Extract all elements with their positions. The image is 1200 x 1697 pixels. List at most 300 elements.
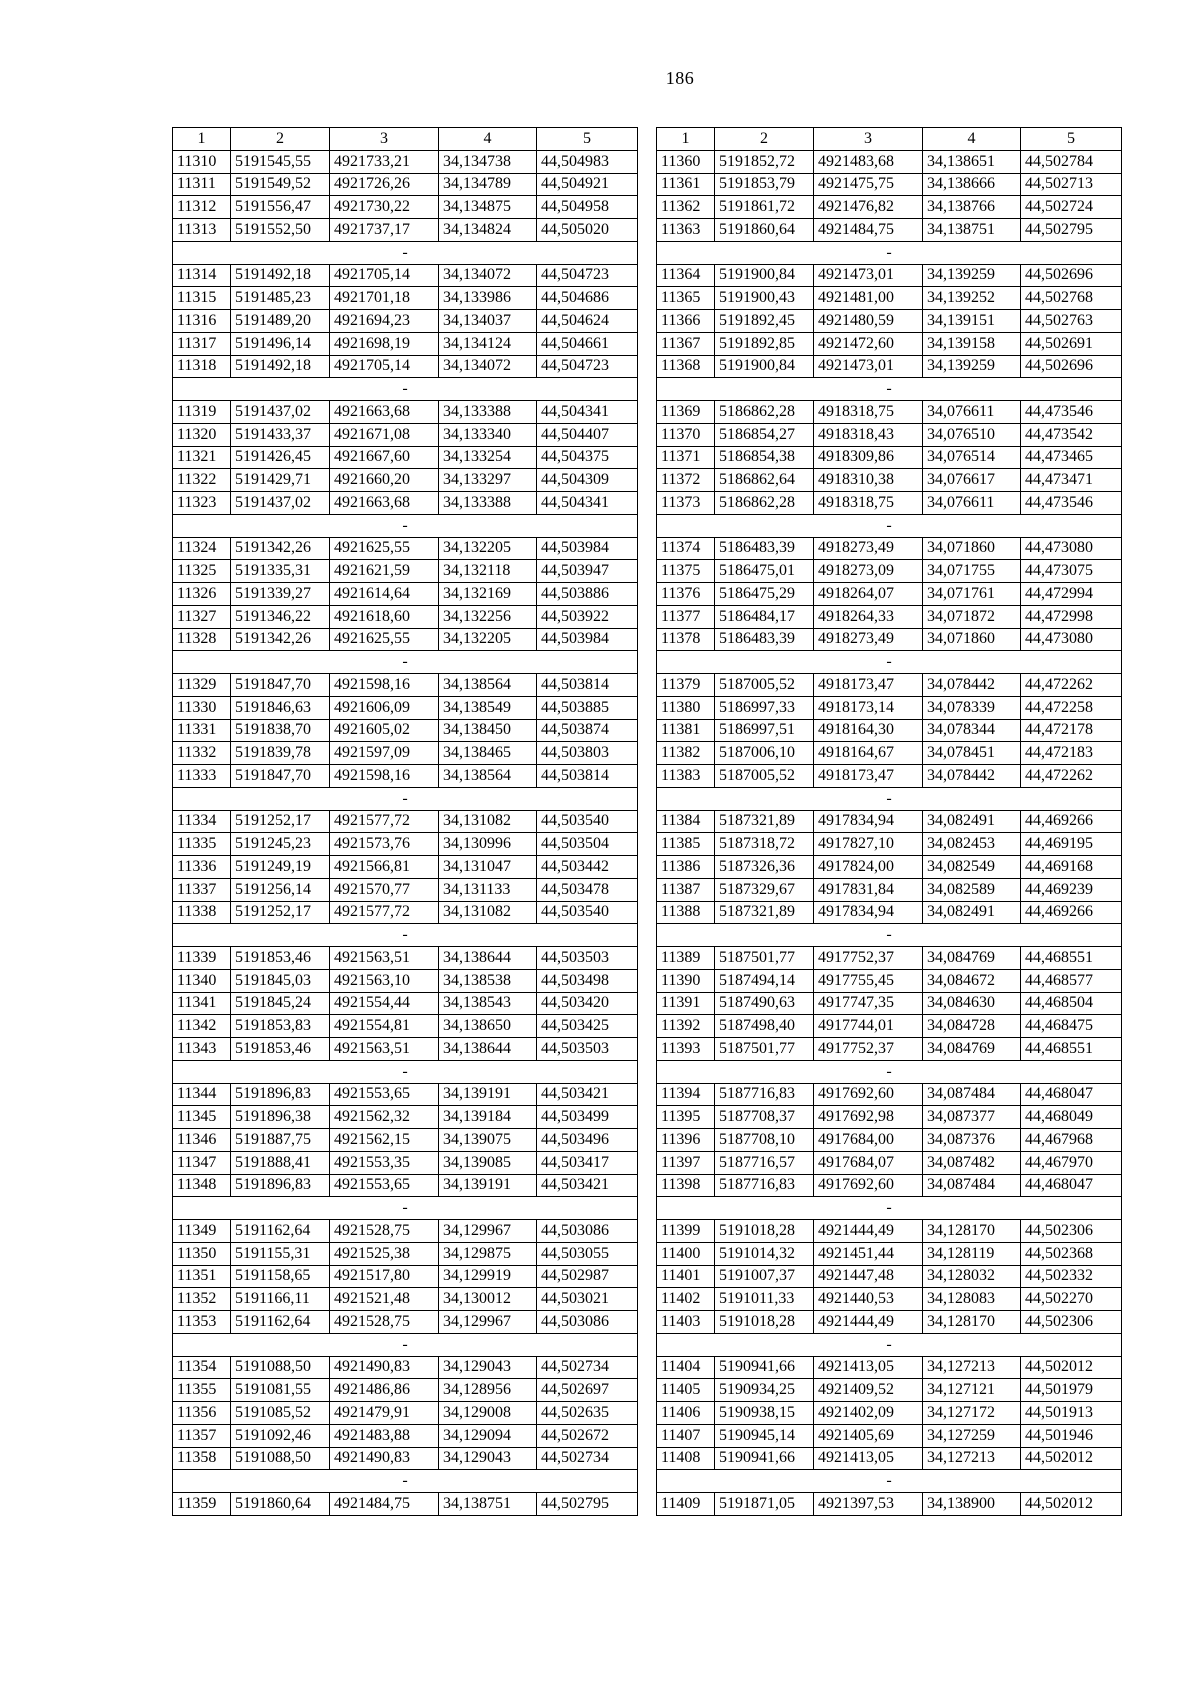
table-cell: 4917834,94 [814, 901, 923, 924]
table-cell: 34,078344 [923, 719, 1021, 742]
table-cell: 4921577,72 [330, 901, 439, 924]
table-cell: 4921484,75 [330, 1493, 439, 1516]
table-cell: 44,472258 [1021, 696, 1122, 719]
table-cell: 11386 [657, 856, 715, 879]
table-row [173, 560, 638, 583]
table-cell: 34,138549 [439, 696, 537, 719]
table-row [173, 196, 638, 219]
separator-dash: - [657, 1060, 1122, 1083]
table-cell: 11373 [657, 492, 715, 515]
table-cell: 4921606,09 [330, 696, 439, 719]
table-cell: 4921563,10 [330, 969, 439, 992]
table-cell: 5187005,52 [715, 765, 814, 788]
table-cell: 4921660,20 [330, 469, 439, 492]
table-cell: 4918264,07 [814, 583, 923, 606]
table-row [657, 1129, 1122, 1152]
table-cell: 34,071761 [923, 583, 1021, 606]
table-cell: 11377 [657, 605, 715, 628]
table-cell: 5186475,01 [715, 560, 814, 583]
table-row [173, 856, 638, 879]
table-cell: 5186483,39 [715, 628, 814, 651]
table-row [173, 765, 638, 788]
table-cell: 11396 [657, 1129, 715, 1152]
table-cell: 44,502332 [1021, 1265, 1122, 1288]
table-cell: 4918173,47 [814, 674, 923, 697]
table-cell: 4918310,38 [814, 469, 923, 492]
table-cell: 44,501946 [1021, 1424, 1122, 1447]
table-cell: 34,084769 [923, 947, 1021, 970]
table-cell: 44,468475 [1021, 1015, 1122, 1038]
table-cell: 11327 [173, 605, 231, 628]
table-cell: 44,501979 [1021, 1379, 1122, 1402]
table-cell: 44,502763 [1021, 310, 1122, 333]
table-row [657, 310, 1122, 333]
table-cell: 44,502012 [1021, 1447, 1122, 1470]
table-cell: 34,134875 [439, 196, 537, 219]
table-cell: 5191846,63 [231, 696, 330, 719]
table-cell: 34,139252 [923, 287, 1021, 310]
table-row [173, 1242, 638, 1265]
table-cell: 44,472178 [1021, 719, 1122, 742]
table-cell: 4918318,43 [814, 423, 923, 446]
column-number-row [173, 128, 638, 151]
table-cell: 34,132205 [439, 537, 537, 560]
table-cell: 11350 [173, 1242, 231, 1265]
table-cell: 34,129008 [439, 1402, 537, 1425]
table-cell: 11330 [173, 696, 231, 719]
table-cell: 5191853,79 [715, 173, 814, 196]
table-cell: 34,138465 [439, 742, 537, 765]
table-row [657, 1242, 1122, 1265]
column-number-cell: 5 [537, 128, 638, 151]
table-row [173, 992, 638, 1015]
table-cell: 11393 [657, 1038, 715, 1061]
contour-separator-row [657, 378, 1122, 401]
table-cell: 11343 [173, 1038, 231, 1061]
table-cell: 5191887,75 [231, 1129, 330, 1152]
table-cell: 5190938,15 [715, 1402, 814, 1425]
table-cell: 5186862,28 [715, 492, 814, 515]
table-cell: 5191853,83 [231, 1015, 330, 1038]
table-cell: 34,131047 [439, 856, 537, 879]
table-cell: 11334 [173, 810, 231, 833]
table-cell: 5191437,02 [231, 401, 330, 424]
table-cell: 44,502368 [1021, 1242, 1122, 1265]
table-cell: 34,078339 [923, 696, 1021, 719]
table-cell: 4921570,77 [330, 878, 439, 901]
table-cell: 34,130012 [439, 1288, 537, 1311]
table-cell: 11372 [657, 469, 715, 492]
table-row [173, 833, 638, 856]
table-row [657, 1379, 1122, 1402]
table-cell: 11406 [657, 1402, 715, 1425]
table-cell: 34,087482 [923, 1151, 1021, 1174]
contour-separator-row [657, 1197, 1122, 1220]
table-row [173, 1129, 638, 1152]
table-cell: 4917824,00 [814, 856, 923, 879]
table-cell: 34,139259 [923, 355, 1021, 378]
column-number-cell: 1 [173, 128, 231, 151]
table-cell: 34,131082 [439, 901, 537, 924]
table-row [173, 674, 638, 697]
column-number-cell: 4 [923, 128, 1021, 151]
separator-dash: - [173, 651, 638, 674]
table-row [173, 810, 638, 833]
table-cell: 34,087484 [923, 1174, 1021, 1197]
table-cell: 5187716,83 [715, 1174, 814, 1197]
table-cell: 44,503421 [537, 1174, 638, 1197]
table-row [657, 947, 1122, 970]
table-row [657, 219, 1122, 242]
table-cell: 5191339,27 [231, 583, 330, 606]
table-row [657, 696, 1122, 719]
table-cell: 4921528,75 [330, 1220, 439, 1243]
table-cell: 34,127121 [923, 1379, 1021, 1402]
table-cell: 44,503922 [537, 605, 638, 628]
table-cell: 44,473546 [1021, 401, 1122, 424]
table-cell: 5191342,26 [231, 537, 330, 560]
table-cell: 4921397,53 [814, 1493, 923, 1516]
table-cell: 44,502713 [1021, 173, 1122, 196]
table-cell: 5191085,52 [231, 1402, 330, 1425]
table-cell: 34,129043 [439, 1356, 537, 1379]
table-cell: 44,502697 [537, 1379, 638, 1402]
table-cell: 11329 [173, 674, 231, 697]
table-cell: 11357 [173, 1424, 231, 1447]
table-cell: 11315 [173, 287, 231, 310]
table-cell: 11368 [657, 355, 715, 378]
table-cell: 5191845,03 [231, 969, 330, 992]
table-cell: 5187501,77 [715, 1038, 814, 1061]
table-cell: 44,504723 [537, 355, 638, 378]
table-cell: 5191433,37 [231, 423, 330, 446]
table-cell: 44,472183 [1021, 742, 1122, 765]
table-row [173, 310, 638, 333]
separator-dash: - [173, 378, 638, 401]
table-cell: 44,503984 [537, 628, 638, 651]
table-cell: 4921521,48 [330, 1288, 439, 1311]
table-cell: 44,504723 [537, 264, 638, 287]
table-cell: 34,076514 [923, 446, 1021, 469]
contour-separator-row [173, 1197, 638, 1220]
table-cell: 34,132256 [439, 605, 537, 628]
table-cell: 11344 [173, 1083, 231, 1106]
table-cell: 11380 [657, 696, 715, 719]
table-cell: 5191166,11 [231, 1288, 330, 1311]
table-cell: 11370 [657, 423, 715, 446]
table-cell: 34,071860 [923, 628, 1021, 651]
table-cell: 34,082491 [923, 901, 1021, 924]
table-cell: 11395 [657, 1106, 715, 1129]
table-row [657, 1402, 1122, 1425]
table-cell: 4917684,07 [814, 1151, 923, 1174]
table-cell: 11353 [173, 1311, 231, 1334]
table-cell: 4921730,22 [330, 196, 439, 219]
table-row [657, 1447, 1122, 1470]
table-cell: 4921451,44 [814, 1242, 923, 1265]
table-cell: 5187716,57 [715, 1151, 814, 1174]
table-cell: 34,138751 [923, 219, 1021, 242]
table-cell: 5191861,72 [715, 196, 814, 219]
table-cell: 44,503947 [537, 560, 638, 583]
table-cell: 44,502768 [1021, 287, 1122, 310]
table-row [657, 1015, 1122, 1038]
column-number-cell: 3 [330, 128, 439, 151]
table-cell: 34,071860 [923, 537, 1021, 560]
table-cell: 11367 [657, 332, 715, 355]
table-cell: 11364 [657, 264, 715, 287]
table-cell: 44,505020 [537, 219, 638, 242]
table-cell: 11388 [657, 901, 715, 924]
table-cell: 4921625,55 [330, 628, 439, 651]
contour-separator-row [173, 514, 638, 537]
table-cell: 44,504309 [537, 469, 638, 492]
table-cell: 44,502734 [537, 1447, 638, 1470]
separator-dash: - [657, 514, 1122, 537]
table-cell: 34,078451 [923, 742, 1021, 765]
table-cell: 4917692,98 [814, 1106, 923, 1129]
table-row [173, 1038, 638, 1061]
table-row [173, 173, 638, 196]
table-cell: 44,503498 [537, 969, 638, 992]
table-cell: 11394 [657, 1083, 715, 1106]
table-cell: 34,087376 [923, 1129, 1021, 1152]
table-cell: 11379 [657, 674, 715, 697]
table-cell: 4921705,14 [330, 264, 439, 287]
table-row [657, 332, 1122, 355]
table-cell: 34,129875 [439, 1242, 537, 1265]
table-cell: 34,139085 [439, 1151, 537, 1174]
table-row [173, 1447, 638, 1470]
table-cell: 4921577,72 [330, 810, 439, 833]
table-cell: 4918273,49 [814, 537, 923, 560]
table-cell: 44,503504 [537, 833, 638, 856]
table-row [657, 173, 1122, 196]
table-row [173, 1015, 638, 1038]
table-cell: 5191853,46 [231, 1038, 330, 1061]
table-cell: 34,128083 [923, 1288, 1021, 1311]
table-cell: 5191252,17 [231, 810, 330, 833]
table-cell: 11401 [657, 1265, 715, 1288]
table-cell: 34,132169 [439, 583, 537, 606]
table-cell: 44,473075 [1021, 560, 1122, 583]
table-cell: 5186997,33 [715, 696, 814, 719]
table-cell: 34,138900 [923, 1493, 1021, 1516]
table-row [657, 469, 1122, 492]
table-cell: 4921566,81 [330, 856, 439, 879]
table-cell: 34,132205 [439, 628, 537, 651]
table-cell: 44,473542 [1021, 423, 1122, 446]
column-number-row [657, 128, 1122, 151]
table-row [657, 742, 1122, 765]
table-cell: 44,504661 [537, 332, 638, 355]
contour-separator-row [173, 924, 638, 947]
separator-dash: - [173, 924, 638, 947]
table-cell: 4921671,08 [330, 423, 439, 446]
table-cell: 44,503984 [537, 537, 638, 560]
table-cell: 5190941,66 [715, 1447, 814, 1470]
table-cell: 44,473080 [1021, 537, 1122, 560]
table-row [657, 878, 1122, 901]
table-cell: 34,084672 [923, 969, 1021, 992]
table-cell: 11398 [657, 1174, 715, 1197]
table-cell: 4918173,47 [814, 765, 923, 788]
table-cell: 5187490,63 [715, 992, 814, 1015]
table-cell: 4921737,17 [330, 219, 439, 242]
table-cell: 11345 [173, 1106, 231, 1129]
table-cell: 44,469239 [1021, 878, 1122, 901]
table-cell: 4921663,68 [330, 492, 439, 515]
contour-separator-row [173, 1470, 638, 1493]
table-row [657, 833, 1122, 856]
table-cell: 11331 [173, 719, 231, 742]
table-cell: 5191088,50 [231, 1356, 330, 1379]
table-cell: 44,469195 [1021, 833, 1122, 856]
table-cell: 5191492,18 [231, 264, 330, 287]
table-cell: 44,502012 [1021, 1493, 1122, 1516]
table-cell: 44,468504 [1021, 992, 1122, 1015]
table-cell: 34,082491 [923, 810, 1021, 833]
table-cell: 5191552,50 [231, 219, 330, 242]
table-cell: 5187005,52 [715, 674, 814, 697]
table-cell: 11376 [657, 583, 715, 606]
table-cell: 4921563,51 [330, 947, 439, 970]
table-cell: 5187716,83 [715, 1083, 814, 1106]
table-cell: 5191860,64 [231, 1493, 330, 1516]
table-cell: 5187326,36 [715, 856, 814, 879]
table-cell: 5191556,47 [231, 196, 330, 219]
column-number-cell: 5 [1021, 128, 1122, 151]
table-cell: 44,502012 [1021, 1356, 1122, 1379]
contour-separator-row [173, 378, 638, 401]
table-cell: 11319 [173, 401, 231, 424]
table-cell: 4917692,60 [814, 1083, 923, 1106]
table-cell: 34,082549 [923, 856, 1021, 879]
table-row [173, 1106, 638, 1129]
table-cell: 4921475,75 [814, 173, 923, 196]
table-row [657, 355, 1122, 378]
table-cell: 44,503442 [537, 856, 638, 879]
table-cell: 11332 [173, 742, 231, 765]
table-cell: 34,071755 [923, 560, 1021, 583]
table-cell: 44,503503 [537, 947, 638, 970]
table-row [173, 1311, 638, 1334]
table-cell: 11381 [657, 719, 715, 742]
table-cell: 5191860,64 [715, 219, 814, 242]
table-cell: 44,468047 [1021, 1174, 1122, 1197]
table-cell: 44,503540 [537, 810, 638, 833]
table-cell: 5186997,51 [715, 719, 814, 742]
table-cell: 5191492,18 [231, 355, 330, 378]
table-cell: 5186484,17 [715, 605, 814, 628]
table-cell: 5191853,46 [231, 947, 330, 970]
table-cell: 4921573,76 [330, 833, 439, 856]
table-row [173, 605, 638, 628]
table-cell: 34,139259 [923, 264, 1021, 287]
table-cell: 5191011,33 [715, 1288, 814, 1311]
table-row [173, 332, 638, 355]
table-cell: 5187494,14 [715, 969, 814, 992]
table-cell: 4921440,53 [814, 1288, 923, 1311]
table-cell: 44,502784 [1021, 150, 1122, 173]
table-cell: 11408 [657, 1447, 715, 1470]
table-cell: 34,127213 [923, 1447, 1021, 1470]
table-cell: 11311 [173, 173, 231, 196]
table-cell: 34,138644 [439, 1038, 537, 1061]
table-cell: 5187498,40 [715, 1015, 814, 1038]
table-cell: 4921490,83 [330, 1356, 439, 1379]
table-cell: 34,076617 [923, 469, 1021, 492]
table-cell: 44,468047 [1021, 1083, 1122, 1106]
separator-dash: - [173, 787, 638, 810]
table-cell: 5191888,41 [231, 1151, 330, 1174]
table-row [657, 1151, 1122, 1174]
table-cell: 11351 [173, 1265, 231, 1288]
table-cell: 5186854,38 [715, 446, 814, 469]
table-cell: 34,138538 [439, 969, 537, 992]
table-row [657, 1083, 1122, 1106]
table-cell: 44,468551 [1021, 1038, 1122, 1061]
table-cell: 4917744,01 [814, 1015, 923, 1038]
table-cell: 11348 [173, 1174, 231, 1197]
table-cell: 44,502635 [537, 1402, 638, 1425]
table-cell: 11326 [173, 583, 231, 606]
table-cell: 44,503086 [537, 1220, 638, 1243]
table-cell: 11407 [657, 1424, 715, 1447]
table-cell: 5191088,50 [231, 1447, 330, 1470]
table-cell: 11340 [173, 969, 231, 992]
table-cell: 5186483,39 [715, 537, 814, 560]
table-row [173, 492, 638, 515]
table-cell: 34,134072 [439, 355, 537, 378]
table-cell: 11405 [657, 1379, 715, 1402]
table-cell: 44,468577 [1021, 969, 1122, 992]
table-cell: 4921667,60 [330, 446, 439, 469]
table-cell: 44,467970 [1021, 1151, 1122, 1174]
table-cell: 4921480,59 [814, 310, 923, 333]
table-cell: 5191007,37 [715, 1265, 814, 1288]
table-cell: 34,078442 [923, 765, 1021, 788]
table-cell: 11383 [657, 765, 715, 788]
separator-dash: - [173, 1470, 638, 1493]
table-cell: 34,082589 [923, 878, 1021, 901]
table-row [173, 446, 638, 469]
table-cell: 34,138650 [439, 1015, 537, 1038]
table-cell: 11349 [173, 1220, 231, 1243]
table-row [657, 969, 1122, 992]
table-cell: 34,133297 [439, 469, 537, 492]
table-cell: 4921413,05 [814, 1447, 923, 1470]
table-cell: 4921701,18 [330, 287, 439, 310]
table-row [657, 423, 1122, 446]
table-cell: 44,504624 [537, 310, 638, 333]
separator-dash: - [173, 1060, 638, 1083]
table-cell: 4921444,49 [814, 1311, 923, 1334]
separator-dash: - [657, 1470, 1122, 1493]
table-cell: 5191335,31 [231, 560, 330, 583]
table-cell: 4921479,91 [330, 1402, 439, 1425]
separator-dash: - [657, 1333, 1122, 1356]
table-cell: 44,502306 [1021, 1220, 1122, 1243]
table-cell: 11355 [173, 1379, 231, 1402]
table-cell: 11358 [173, 1447, 231, 1470]
table-cell: 11387 [657, 878, 715, 901]
table-cell: 4921413,05 [814, 1356, 923, 1379]
table-row [657, 674, 1122, 697]
table-row [173, 423, 638, 446]
table-cell: 4921625,55 [330, 537, 439, 560]
table-cell: 11325 [173, 560, 231, 583]
